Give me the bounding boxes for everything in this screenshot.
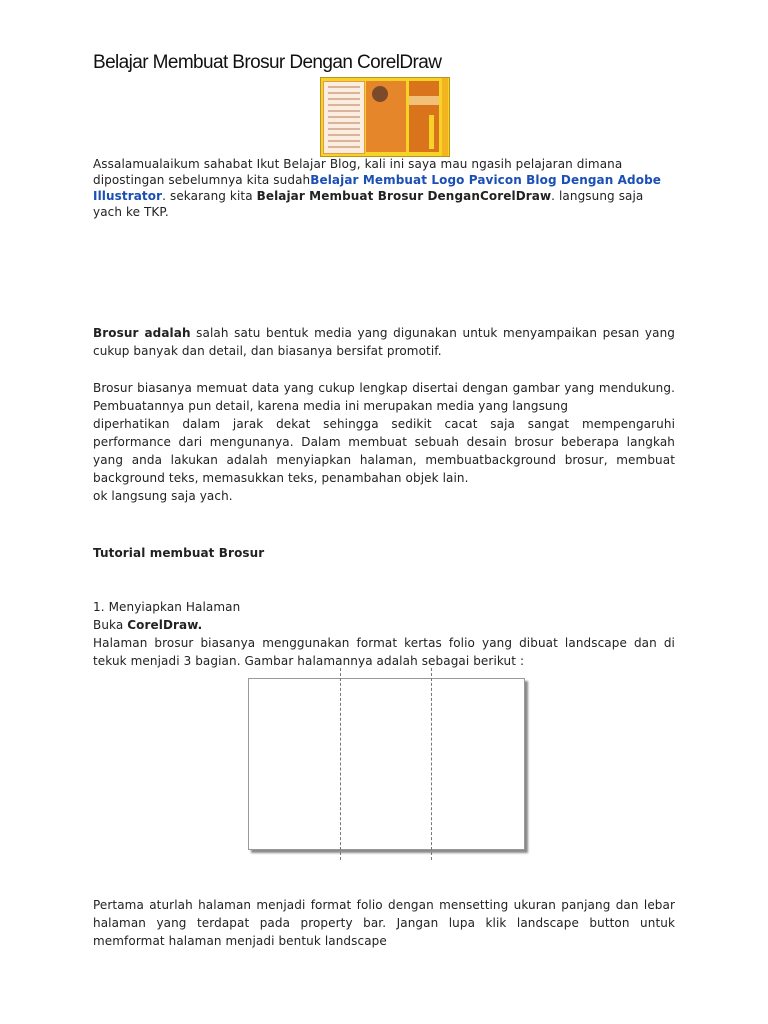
step-1-app-name: CorelDraw. xyxy=(127,618,203,632)
brochure-logo-band xyxy=(409,96,439,105)
page-layout-diagram xyxy=(248,678,525,850)
intro-paragraph xyxy=(93,156,675,220)
intro-bold-text: Belajar Membuat Brosur DenganCorelDraw xyxy=(256,189,552,203)
brochure-left-panel xyxy=(323,81,365,154)
brosur-detail-paragraph xyxy=(93,379,675,505)
fold-line-1 xyxy=(340,668,341,860)
brosur-definition: salah satu bentuk media yang digunakan untuk menyampaikan pesan yang cukup banyak dan detail, dan biasanya bersifat promotif. xyxy=(93,326,675,358)
brosur-detail-line-3: ok langsung saja yach. xyxy=(93,489,233,503)
brochure-vertical-strip xyxy=(429,115,434,149)
fold-line-2 xyxy=(431,668,432,860)
brochure-middle-panel xyxy=(366,81,406,152)
intro-text: Assalamualaikum sahabat Ikut Belajar Blog, kali ini saya mau ngasih pelajaran dimana dipostingan sebelumnya kita sudah xyxy=(93,157,623,187)
brochure-photo xyxy=(372,86,388,102)
brosur-term: Brosur adalah xyxy=(93,326,191,340)
brochure-thumbnail-image xyxy=(320,77,450,157)
step-1-open-text: Buka xyxy=(93,618,128,632)
step-1-description: Halaman brosur biasanya menggunakan format kertas folio yang dibuat landscape dan di tekuk menjadi 3 bagian. Gambar halamannya adalah sebagai berikut : xyxy=(93,636,675,668)
step-1-title: 1. Menyiapkan Halaman xyxy=(93,600,241,614)
article-link[interactable]: Belajar Membuat Logo Pavicon Blog Dengan Adobe Illustrator xyxy=(93,173,662,203)
brosur-definition-paragraph xyxy=(93,324,675,360)
brochure-edge-stripe xyxy=(442,78,448,156)
brochure-right-panel xyxy=(409,81,439,152)
intro-text-2: . sekarang kita xyxy=(162,189,257,203)
intro-text-3: . langsung saja yach ke TKP. xyxy=(93,189,644,219)
step-1-paragraph xyxy=(93,598,675,670)
tutorial-heading: Tutorial membuat Brosur xyxy=(93,546,265,560)
brosur-detail-line-2: diperhatikan dalam jarak dekat sehingga sedikit cacat saja sangat mempengaruhi performance dari mengunanya. Dalam membuat sebuah desain brosur beberapa langkah yang anda lakukan adalah menyiapkan halaman, membuatbackground brosur, membuat background teks, memasukkan teks, penambahan objek lain. xyxy=(93,417,675,485)
brosur-detail-line-1: Brosur biasanya memuat data yang cukup lengkap disertai dengan gambar yang mendukung. Pembuatannya pun detail, karena media ini merupakan media yang langsung xyxy=(93,381,675,413)
page-title: Belajar Membuat Brosur Dengan CorelDraw xyxy=(93,52,442,73)
closing-paragraph: Pertama aturlah halaman menjadi format folio dengan mensetting ukuran panjang dan lebar halaman yang terdapat pada property bar. Jangan lupa klik landscape button untuk memformat halaman menjadi bentuk landscape xyxy=(93,898,675,948)
